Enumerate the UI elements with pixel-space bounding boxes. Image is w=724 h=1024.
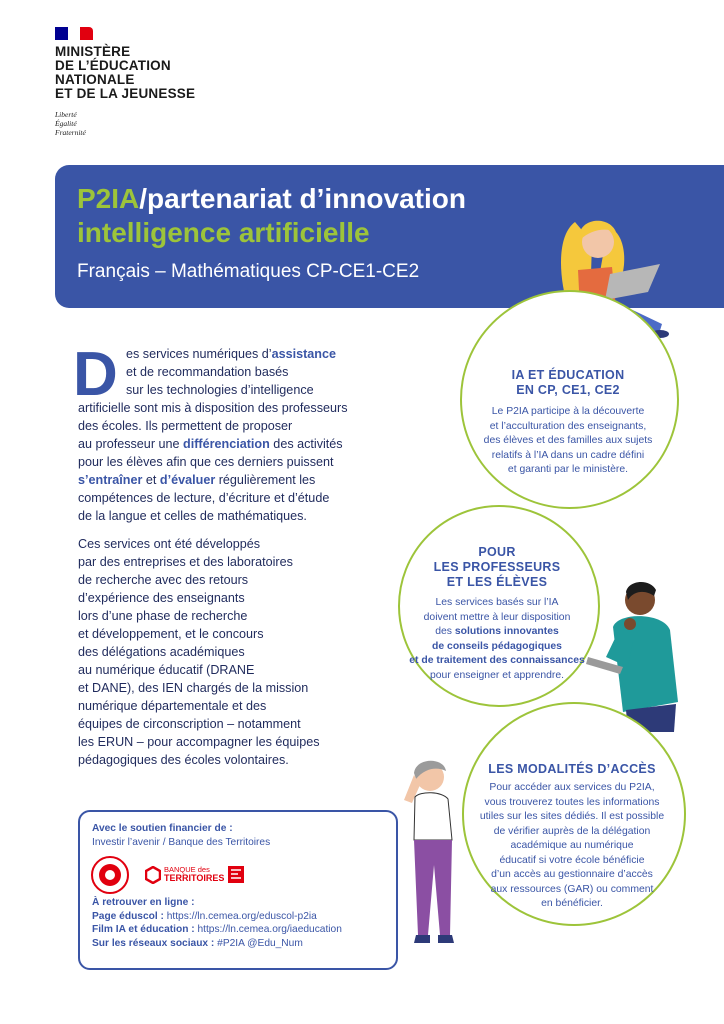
woman-thinking-illustration: [400, 755, 470, 950]
republique-flag-icon: [55, 27, 93, 40]
circle2-content: POUR LES PROFESSEURS ET LES ÉLÈVES Les services basés sur l’IA doivent mettre à leur disposition des solutions innovantes de conseils pédagogiques et de traitement des connaissances pour enseigner et apprendre.: [409, 545, 585, 681]
intro-line: pour les élèves afin que ces derniers puissent: [78, 455, 334, 469]
body-paragraph: Ces services ont été développés par des entreprises et des laboratoires de recherche avec des retours d’expérience des enseignants lors d’une phase de recherche et développement, et le concours des délégations académiques au numérique éducatif (DRANE et DANE), des IEN chargés de la mission numérique départementale et des équipes de circonscription – notamment les ERUN – pour accompagner les équipes pédagogiques des écoles volontaires.: [78, 537, 320, 767]
banner-title-line2: intelligence artificielle: [77, 217, 370, 248]
circle3-content: LES MODALITÉS D’ACCÈS Pour accéder aux services du P2IA, vous trouverez toutes les informations utiles sur les sites dédiés. Il est possible de vérifier auprès de la délégation académique au numérique éducatif si votre école bénéficie d’un accès au gestionnaire d’accès aux ressources (GAR) ou comment en bénéficier.: [479, 762, 665, 909]
drop-cap: D: [73, 340, 118, 409]
banque-territoires-mark-icon: [145, 866, 161, 884]
banner-subtitle: Français – Mathématiques CP-CE1-CE2: [77, 261, 420, 282]
intro-line: au professeur une différenciation des activités: [78, 437, 343, 451]
investir-avenir-logo: [90, 855, 130, 895]
ministry-name: MINISTÈRE DE L’ÉDUCATION NATIONALE ET DE LA JEUNESSE: [55, 44, 196, 101]
link-social[interactable]: Sur les réseaux sociaux : #P2IA @Edu_Num: [92, 937, 303, 949]
france-relance-logo: [228, 866, 244, 883]
link-film-ia[interactable]: Film IA et éducation : https://ln.cemea.org/iaeducation: [92, 924, 342, 935]
link-eduscol[interactable]: Page éduscol : https://ln.cemea.org/eduscol-p2ia: [92, 910, 317, 922]
intro-line: et de recommandation basés: [126, 365, 289, 379]
intro-line: de la langue et celles de mathématiques.: [78, 509, 307, 523]
intro-line: compétences de lecture, d’écriture et d’étude: [78, 491, 330, 505]
intro-line: sur les technologies d’intelligence: [126, 383, 314, 397]
republic-motto: Liberté Égalité Fraternité: [55, 110, 86, 137]
circle1-content: IA ET ÉDUCATION EN CP, CE1, CE2 Le P2IA participe à la découverte et l’acculturation des enseignants, des élèves et des familles aux sujets relatifs à l’IA dans un cadre défini et garanti par le ministère.: [483, 368, 653, 475]
intro-line: es services numériques d’assistance: [126, 347, 337, 361]
support-funding: Avec le soutien financier de : Investir l’avenir / Banque des Territoires: [92, 823, 271, 848]
intro-line: s’entraîner et d’évaluer régulièrement les: [78, 473, 316, 487]
banner-title-line1: P2IA/partenariat d’innovation: [77, 183, 466, 214]
support-online: À retrouver en ligne : Page éduscol : https://ln.cemea.org/eduscol-p2ia Film IA et éducation : https://ln.cemea.org/iaeducation Sur les réseaux sociaux : #P2IA @Edu_Num: [92, 897, 342, 949]
intro-line: des écoles. Ils permettent de proposer: [78, 419, 293, 433]
banque-territoires-logo: BANQUE des TERRITOIRES: [164, 865, 225, 883]
intro-line: artificielle sont mis à disposition des professeurs: [78, 401, 348, 415]
